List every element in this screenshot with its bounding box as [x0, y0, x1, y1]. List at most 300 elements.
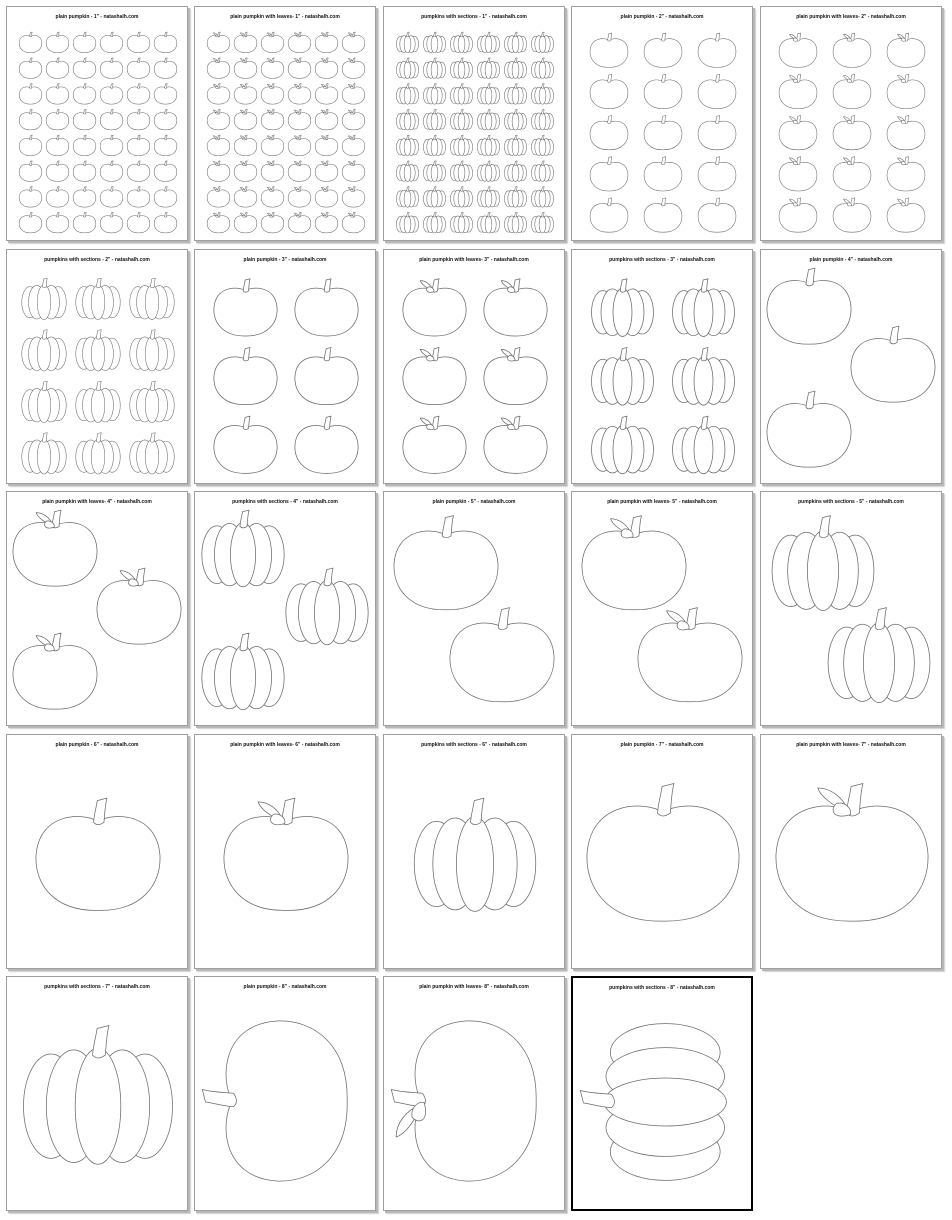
pumpkin-body	[100, 138, 123, 155]
pumpkin-illustration	[195, 492, 375, 725]
printable-page-thumbnail[interactable]	[383, 6, 565, 241]
pumpkin-with-sections-icon	[423, 32, 445, 53]
pumpkin-body	[342, 113, 365, 130]
pumpkin-body	[46, 113, 69, 130]
pumpkin-illustration	[761, 492, 941, 725]
pumpkin-body	[887, 203, 925, 232]
pumpkin-stem	[30, 212, 32, 217]
pumpkin-with-leaves-icon	[315, 32, 338, 53]
pumpkin-body	[403, 357, 466, 405]
pumpkin-with-leaves-icon	[779, 157, 817, 191]
pumpkin-section	[37, 439, 51, 474]
pumpkin-section	[230, 646, 255, 710]
pumpkin-section	[512, 138, 519, 155]
plain-pumpkin-icon	[100, 32, 123, 53]
pumpkin-illustration	[572, 735, 752, 968]
pumpkin-with-leaves-icon	[582, 516, 686, 610]
pumpkin-body	[207, 216, 230, 233]
pumpkin-with-leaves-icon	[261, 58, 284, 79]
pumpkin-body	[100, 164, 123, 181]
pumpkin-leaf	[216, 189, 219, 191]
pumpkin-body	[154, 190, 177, 207]
page-title: plain pumpkin - 7" - natashalh.com	[620, 742, 704, 748]
pumpkin-stem	[515, 187, 517, 192]
pumpkin-section	[458, 164, 465, 181]
pumpkin-body	[127, 35, 150, 52]
pumpkin-stem	[84, 135, 86, 140]
pumpkin-stem	[30, 58, 32, 63]
pumpkin-with-leaves-icon	[224, 798, 348, 910]
pumpkin-body	[342, 61, 365, 78]
pumpkin-with-leaves-icon	[342, 161, 365, 182]
pumpkin-with-sections-icon	[450, 135, 472, 156]
pumpkin-with-sections-icon	[673, 279, 735, 337]
pumpkin-stem	[111, 58, 113, 63]
pumpkin-with-sections-icon	[423, 58, 445, 79]
pumpkin-section	[404, 87, 411, 104]
plain-pumpkin-icon	[214, 416, 277, 473]
pumpkin-stem	[138, 187, 140, 192]
pumpkin-stem	[138, 58, 140, 63]
pumpkin-stem	[84, 84, 86, 89]
pumpkin-with-leaves-icon	[261, 187, 284, 208]
page-title: plain pumpkin with leaves- 3" - natashalh.com	[419, 257, 529, 263]
pumpkin-stem	[111, 212, 113, 217]
pumpkin-body	[644, 203, 682, 232]
pumpkin-illustration	[761, 7, 941, 240]
pumpkin-stem	[488, 109, 490, 114]
pumpkin-with-leaves-icon	[234, 58, 257, 79]
pumpkin-with-leaves-icon	[234, 84, 257, 105]
plain-pumpkin-icon	[767, 268, 851, 344]
pumpkin-stem	[434, 161, 436, 166]
plain-pumpkin-icon	[587, 783, 739, 921]
pumpkin-body	[100, 87, 123, 104]
pumpkin-with-sections-icon	[202, 633, 284, 710]
pumpkin-stem	[138, 212, 140, 217]
printable-page-thumbnail[interactable]	[760, 6, 942, 241]
page-title: plain pumpkin with leaves- 1" - natashalh.com	[230, 14, 340, 20]
printable-page-thumbnail[interactable]	[760, 249, 942, 484]
pumpkin-with-sections-icon	[130, 381, 174, 422]
pumpkin-section	[431, 61, 438, 78]
pumpkin-leaf	[243, 86, 246, 88]
sideways-pumpkin	[202, 1021, 347, 1181]
page-title: pumpkins with sections - 2" - natashalh.com	[44, 257, 150, 263]
pumpkin-section	[458, 138, 465, 155]
pumpkin-stem	[138, 109, 140, 114]
page-title: pumpkins with sections - 3" - natashalh.com	[609, 257, 715, 263]
pumpkin-leaf	[351, 61, 354, 63]
pumpkin-body	[234, 61, 257, 78]
printable-page-thumbnail[interactable]	[760, 734, 942, 969]
printable-page-thumbnail[interactable]	[571, 491, 753, 726]
pumpkin-body	[261, 164, 284, 181]
plain-pumpkin-icon	[46, 84, 69, 105]
pumpkin-leaf	[351, 86, 354, 88]
pumpkin-stem	[30, 187, 32, 192]
pumpkin-leaf	[216, 112, 219, 114]
pumpkin-with-sections-icon	[450, 161, 472, 182]
pumpkin-stem	[165, 212, 167, 217]
printable-page-thumbnail[interactable]	[6, 491, 188, 726]
pumpkin-body	[776, 806, 928, 921]
pumpkin-stem	[608, 74, 612, 82]
pumpkin-body	[887, 80, 925, 109]
pumpkin-section	[458, 190, 465, 207]
pumpkin-section	[458, 113, 465, 130]
pumpkin-section	[145, 388, 159, 423]
plain-pumpkin-icon	[46, 58, 69, 79]
pumpkin-body	[315, 87, 338, 104]
pumpkin-body	[73, 164, 96, 181]
pumpkin-body	[100, 61, 123, 78]
pumpkin-with-leaves-icon	[288, 32, 311, 53]
pumpkin-with-leaves-icon	[13, 510, 97, 586]
pumpkin-with-sections-icon	[396, 212, 418, 233]
printable-page-thumbnail[interactable]	[6, 249, 188, 484]
printable-page-thumbnail[interactable]	[760, 491, 942, 726]
pumpkin-with-sections-icon	[580, 1024, 726, 1181]
plain-pumpkin-icon	[767, 391, 851, 467]
pumpkin-body	[833, 203, 871, 232]
pumpkin-stem	[461, 135, 463, 140]
pumpkin-body	[403, 288, 466, 336]
plain-pumpkin-icon	[73, 135, 96, 156]
printable-page-thumbnail[interactable]	[571, 976, 753, 1211]
pumpkin-with-sections-icon	[396, 109, 418, 130]
pumpkin-with-leaves-icon	[779, 74, 817, 108]
page-title: plain pumpkin with leaves- 4" - natashalh.com	[42, 499, 152, 505]
pumpkin-leaf	[297, 138, 300, 140]
printable-page-thumbnail[interactable]	[383, 249, 565, 484]
plain-pumpkin-icon	[127, 109, 150, 130]
pumpkin-section	[91, 439, 105, 474]
pumpkin-body	[887, 162, 925, 191]
pumpkin-stem	[488, 135, 490, 140]
printable-page-thumbnail[interactable]	[571, 249, 753, 484]
pumpkin-with-leaves-icon	[342, 135, 365, 156]
pumpkin-body	[638, 623, 742, 702]
pumpkin-section	[91, 336, 105, 371]
pumpkin-body	[698, 162, 736, 191]
printable-page-thumbnail[interactable]	[6, 976, 188, 1211]
pumpkin-body	[13, 646, 97, 710]
pumpkin-leaf	[270, 189, 273, 191]
pumpkin-with-leaves-icon	[315, 58, 338, 79]
pumpkin-stem	[407, 109, 409, 114]
plain-pumpkin-icon	[73, 109, 96, 130]
plain-pumpkin-icon	[100, 187, 123, 208]
plain-pumpkin-icon	[19, 84, 42, 105]
pumpkin-body	[224, 817, 348, 911]
pumpkin-leaf	[243, 138, 246, 140]
pumpkin-body	[19, 87, 42, 104]
pumpkin-body	[234, 113, 257, 130]
pumpkin-body	[207, 190, 230, 207]
pumpkin-section	[539, 87, 546, 104]
pumpkin-stem	[138, 135, 140, 140]
pumpkin-body	[288, 61, 311, 78]
pumpkin-section	[485, 190, 492, 207]
pumpkin-leaf	[270, 35, 273, 37]
pumpkin-stem	[488, 84, 490, 89]
page-title: plain pumpkin - 5" - natashalh.com	[432, 499, 516, 505]
pumpkin-body	[127, 216, 150, 233]
pumpkin-leaf	[243, 112, 246, 114]
printable-page-thumbnail[interactable]	[194, 249, 376, 484]
pumpkin-section	[37, 285, 51, 320]
pumpkin-body	[288, 35, 311, 52]
plain-pumpkin-icon	[154, 135, 177, 156]
pumpkin-with-sections-icon	[423, 109, 445, 130]
pumpkin-with-leaves-icon	[779, 33, 817, 67]
plain-pumpkin-icon	[590, 33, 628, 67]
pumpkin-body	[46, 164, 69, 181]
pumpkin-body	[833, 80, 871, 109]
plain-pumpkin-icon	[127, 135, 150, 156]
page-title: plain pumpkin with leaves- 5" - natashalh.com	[607, 499, 717, 505]
pumpkin-section	[539, 190, 546, 207]
pumpkin-leaf	[324, 86, 327, 88]
pumpkin-body	[779, 39, 817, 68]
pumpkin-section	[230, 523, 255, 587]
pumpkin-body	[46, 216, 69, 233]
plain-pumpkin-icon	[154, 32, 177, 53]
pumpkin-leaf	[324, 164, 327, 166]
pumpkin-body	[19, 190, 42, 207]
pumpkin-body	[73, 61, 96, 78]
pumpkin-stem	[84, 32, 86, 37]
printable-page-thumbnail[interactable]	[383, 976, 565, 1211]
pumpkin-with-leaves-icon	[833, 115, 871, 149]
pumpkin-with-sections-icon	[450, 212, 472, 233]
pumpkin-stem	[515, 212, 517, 217]
pumpkin-stem	[716, 74, 720, 82]
pumpkin-body	[779, 203, 817, 232]
pumpkin-body	[73, 190, 96, 207]
pumpkin-stem	[542, 187, 544, 192]
plain-pumpkin-icon	[698, 198, 736, 232]
pumpkin-section	[539, 164, 546, 181]
pumpkin-section	[512, 35, 519, 52]
pumpkin-body	[127, 87, 150, 104]
pumpkin-with-leaves-icon	[234, 32, 257, 53]
pumpkin-stem	[488, 187, 490, 192]
pumpkin-body	[127, 61, 150, 78]
pumpkin-section	[456, 817, 493, 912]
pumpkin-with-leaves-icon	[207, 109, 230, 130]
pumpkin-leaf	[216, 35, 219, 37]
pumpkin-with-sections-icon	[477, 109, 499, 130]
pumpkin-with-leaves-icon	[234, 135, 257, 156]
plain-pumpkin-icon	[19, 58, 42, 79]
plain-pumpkin-icon	[295, 416, 358, 473]
pumpkin-with-sections-icon	[504, 161, 526, 182]
pumpkin-stem	[662, 157, 666, 165]
pumpkin-body	[833, 121, 871, 150]
pumpkin-body	[207, 87, 230, 104]
pumpkin-stem	[165, 109, 167, 114]
pumpkin-with-leaves-icon	[342, 32, 365, 53]
pumpkin-with-leaves-icon	[234, 187, 257, 208]
pumpkin-section	[807, 531, 838, 610]
pumpkin-stem	[165, 84, 167, 89]
pumpkin-leaf	[243, 61, 246, 63]
pumpkin-body	[73, 138, 96, 155]
pumpkin-leaf	[216, 61, 219, 63]
plain-pumpkin-icon	[100, 58, 123, 79]
pumpkin-with-sections-icon	[531, 187, 553, 208]
pumpkin-body	[288, 164, 311, 181]
pumpkin-with-leaves-icon	[234, 161, 257, 182]
pumpkin-with-leaves-icon	[288, 135, 311, 156]
pumpkin-body	[315, 113, 338, 130]
plain-pumpkin-icon	[644, 74, 682, 108]
pumpkin-body	[154, 164, 177, 181]
pumpkin-body	[288, 138, 311, 155]
pumpkin-body	[214, 425, 277, 473]
pumpkin-leaf	[324, 189, 327, 191]
pumpkin-section	[694, 426, 713, 474]
pumpkin-with-leaves-icon	[833, 74, 871, 108]
plain-pumpkin-icon	[100, 135, 123, 156]
pumpkin-illustration	[761, 735, 941, 968]
pumpkin-stem	[461, 32, 463, 37]
printable-page-thumbnail[interactable]	[194, 491, 376, 726]
page-title: pumpkins with sections - 7" - natashalh.com	[44, 984, 150, 990]
printable-page-thumbnail[interactable]	[383, 491, 565, 726]
pumpkin-stem	[434, 58, 436, 63]
pumpkin-body	[590, 80, 628, 109]
pumpkin-body	[19, 61, 42, 78]
pumpkin-stem	[30, 32, 32, 37]
pumpkin-body	[154, 138, 177, 155]
pumpkin-stem	[165, 32, 167, 37]
printable-page-thumbnail[interactable]	[6, 6, 188, 241]
printable-page-thumbnail[interactable]	[571, 6, 753, 241]
pumpkin-section	[604, 1078, 726, 1126]
pumpkin-with-sections-icon	[286, 568, 368, 645]
pumpkin-section	[613, 426, 632, 474]
plain-pumpkin-icon	[19, 161, 42, 182]
pumpkin-illustration	[195, 735, 375, 968]
pumpkin-body	[73, 113, 96, 130]
pumpkin-with-sections-icon	[828, 608, 930, 703]
pumpkin-illustration	[7, 7, 187, 240]
pumpkin-leaf	[243, 164, 246, 166]
pumpkin-with-sections-icon	[396, 161, 418, 182]
plain-pumpkin-icon	[73, 58, 96, 79]
plain-pumpkin-icon	[19, 32, 42, 53]
pumpkin-with-sections-icon	[414, 798, 536, 911]
plain-pumpkin-icon	[127, 212, 150, 233]
pumpkin-body	[13, 523, 97, 587]
pumpkin-with-sections-icon	[477, 187, 499, 208]
pumpkin-section	[485, 87, 492, 104]
pumpkin-stem	[57, 161, 59, 166]
pumpkin-leaf	[216, 86, 219, 88]
plain-pumpkin-icon	[154, 109, 177, 130]
pumpkin-body	[833, 39, 871, 68]
pumpkin-stem	[434, 187, 436, 192]
pumpkin-section	[458, 216, 465, 233]
printable-page-thumbnail[interactable]	[383, 734, 565, 969]
plain-pumpkin-icon	[46, 161, 69, 182]
printable-page-thumbnail[interactable]	[6, 734, 188, 969]
printable-page-thumbnail[interactable]	[194, 734, 376, 969]
pumpkin-leaf	[351, 35, 354, 37]
pumpkin-body	[261, 87, 284, 104]
pumpkin-stem	[111, 187, 113, 192]
plain-pumpkin-icon	[127, 32, 150, 53]
pumpkin-section	[431, 164, 438, 181]
pumpkin-with-sections-icon	[450, 109, 472, 130]
pumpkin-with-leaves-icon	[887, 157, 925, 191]
pumpkin-stem	[542, 32, 544, 37]
pumpkin-stem	[84, 58, 86, 63]
pumpkin-body	[207, 35, 230, 52]
printable-page-thumbnail[interactable]	[571, 734, 753, 969]
pumpkin-with-leaves-icon	[342, 58, 365, 79]
pumpkin-stem	[434, 212, 436, 217]
pumpkin-leaf	[243, 215, 246, 217]
page-title: pumpkins with sections - 4" - natashalh.com	[232, 499, 338, 505]
pumpkin-with-sections-icon	[423, 187, 445, 208]
pumpkin-stem	[662, 198, 666, 206]
printable-page-thumbnail[interactable]	[194, 976, 376, 1211]
pumpkin-stem	[407, 212, 409, 217]
page-title: plain pumpkin with leaves- 6" - natashalh.com	[230, 742, 340, 748]
pumpkin-section	[512, 190, 519, 207]
plain-pumpkin-icon	[100, 109, 123, 130]
pumpkin-body	[590, 162, 628, 191]
pumpkin-with-leaves-icon	[207, 84, 230, 105]
plain-pumpkin-icon	[851, 326, 935, 402]
page-title: plain pumpkin - 6" - natashalh.com	[55, 742, 139, 748]
pumpkin-body	[46, 190, 69, 207]
pumpkin-stem	[434, 109, 436, 114]
pumpkin-body	[590, 39, 628, 68]
pumpkin-section	[512, 113, 519, 130]
pumpkin-with-leaves-icon	[887, 198, 925, 232]
pumpkin-stem	[515, 109, 517, 114]
plain-pumpkin-icon	[46, 135, 69, 156]
plain-pumpkin-icon	[590, 74, 628, 108]
pumpkin-with-leaves-icon	[833, 198, 871, 232]
pumpkin-leaf	[324, 35, 327, 37]
pumpkin-leaf	[324, 112, 327, 114]
pumpkin-with-sections-icon	[504, 109, 526, 130]
pumpkin-body	[288, 216, 311, 233]
pumpkin-stem	[84, 109, 86, 114]
pumpkin-with-leaves-icon	[342, 109, 365, 130]
pumpkin-body	[644, 80, 682, 109]
printable-page-thumbnail[interactable]	[194, 6, 376, 241]
pumpkin-with-sections-icon	[592, 279, 654, 337]
plain-pumpkin-icon	[154, 161, 177, 182]
page-title: pumpkins with sections - 8" - natashalh.com	[609, 985, 715, 991]
pumpkin-with-sections-icon	[76, 330, 120, 371]
pumpkin-leaf	[297, 215, 300, 217]
pumpkin-section	[404, 190, 411, 207]
plain-pumpkin-icon	[154, 187, 177, 208]
plain-pumpkin-icon	[698, 33, 736, 67]
pumpkin-section	[145, 439, 159, 474]
pumpkin-body	[207, 113, 230, 130]
pumpkin-leaf	[297, 61, 300, 63]
pumpkin-section	[37, 388, 51, 423]
